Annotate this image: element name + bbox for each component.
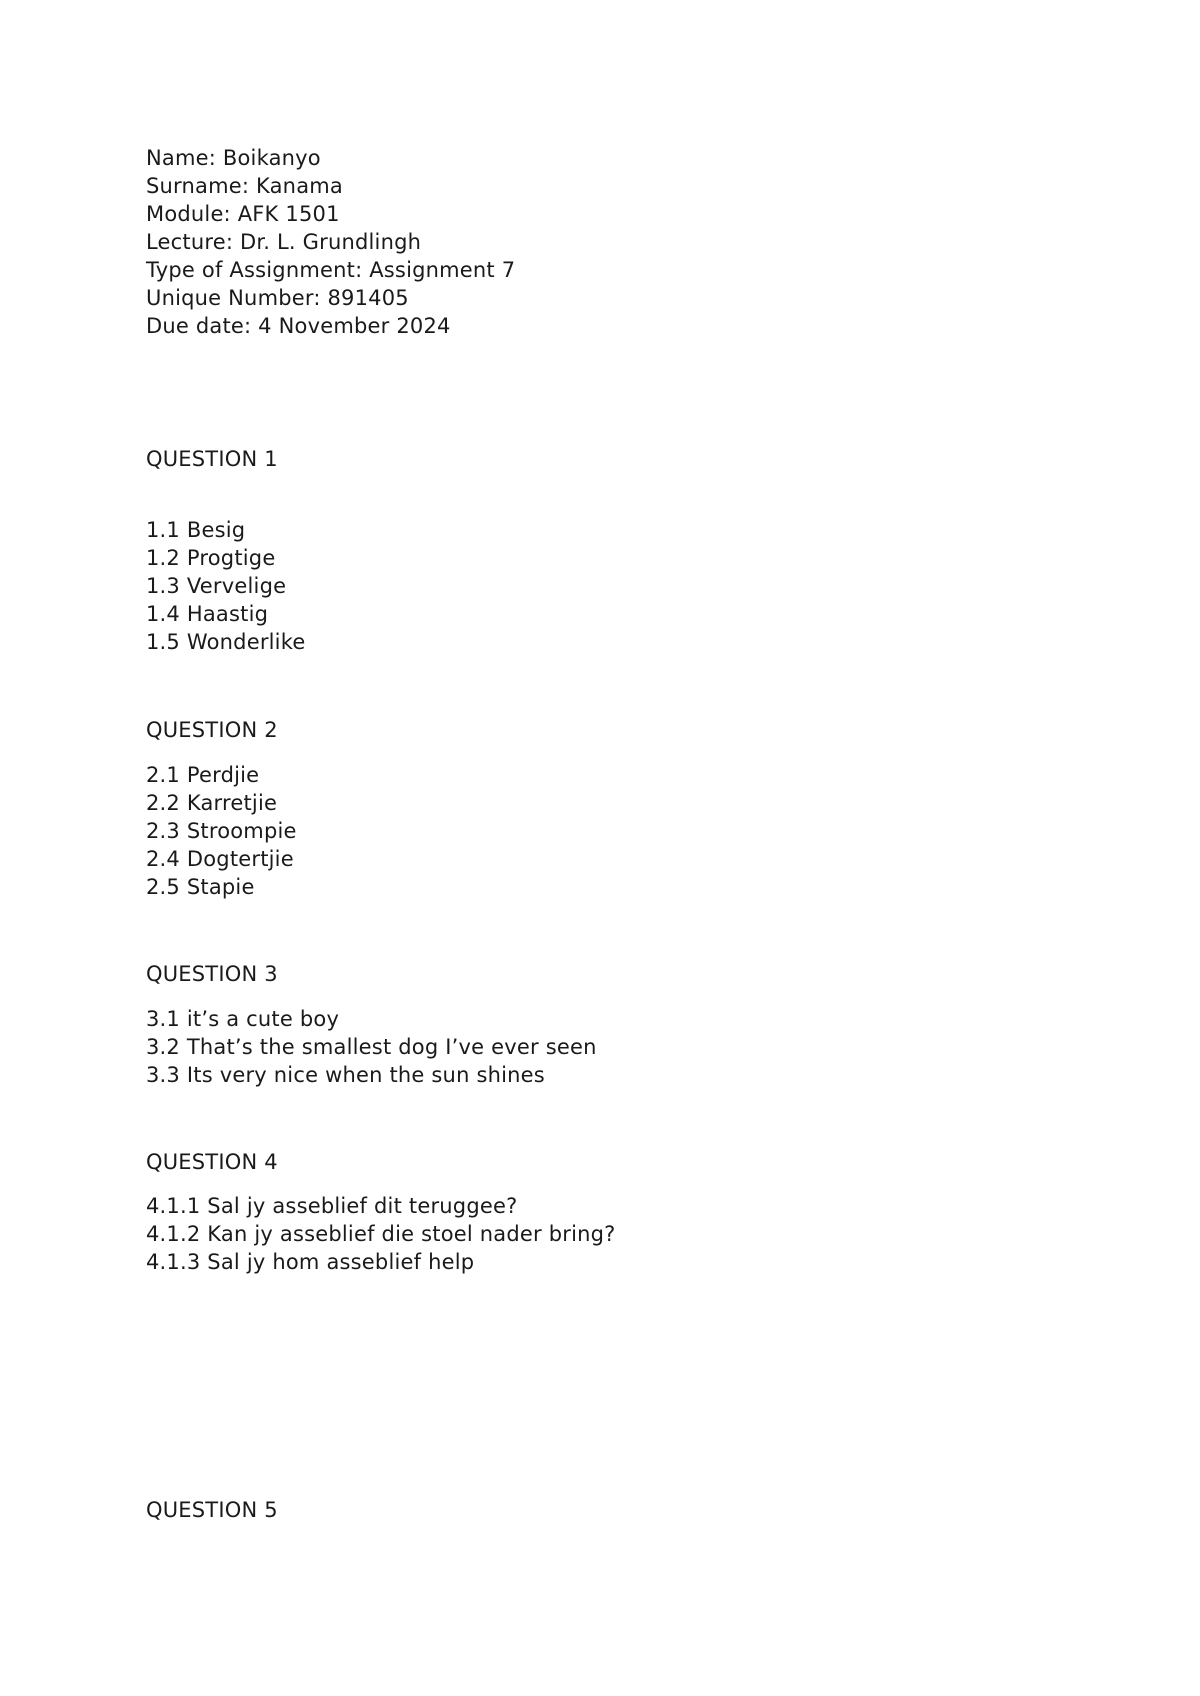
question-3-heading — [146, 960, 278, 988]
question-4-answers — [146, 1192, 616, 1276]
answer-item: 4.1.3 Sal jy hom asseblief help — [146, 1250, 475, 1274]
answer-item: 3.2 That’s the smallest dog I’ve ever seen — [146, 1035, 597, 1059]
question-2-answers — [146, 761, 297, 901]
answer-item: 2.1 Perdjie — [146, 763, 260, 787]
question-heading: QUESTION 3 — [146, 962, 278, 986]
answer-item: 2.4 Dogtertjie — [146, 847, 294, 871]
question-1-heading — [146, 445, 278, 473]
question-heading: QUESTION 4 — [146, 1150, 278, 1174]
question-4-heading — [146, 1148, 278, 1176]
module-code: Module: AFK 1501 — [146, 202, 340, 226]
answer-item: 1.2 Progtige — [146, 546, 276, 570]
answer-item: 1.1 Besig — [146, 518, 246, 542]
answer-item: 1.4 Haastig — [146, 602, 269, 626]
answer-item: 4.1.1 Sal jy asseblief dit teruggee? — [146, 1194, 518, 1218]
question-heading: QUESTION 1 — [146, 447, 278, 471]
answer-item: 2.5 Stapie — [146, 875, 255, 899]
answer-item: 2.2 Karretjie — [146, 791, 278, 815]
student-surname: Surname: Kanama — [146, 174, 343, 198]
answer-item: 3.3 Its very nice when the sun shines — [146, 1063, 545, 1087]
assignment-type: Type of Assignment: Assignment 7 — [146, 258, 516, 282]
question-5-heading — [146, 1496, 278, 1524]
lecturer-name: Lecture: Dr. L. Grundlingh — [146, 230, 422, 254]
question-heading: QUESTION 5 — [146, 1498, 278, 1522]
question-1-answers — [146, 516, 305, 656]
student-details — [146, 144, 515, 340]
answer-item: 1.3 Vervelige — [146, 574, 287, 598]
question-2-heading — [146, 716, 278, 744]
due-date: Due date: 4 November 2024 — [146, 314, 451, 338]
answer-item: 1.5 Wonderlike — [146, 630, 306, 654]
student-name: Name: Boikanyo — [146, 146, 321, 170]
unique-number: Unique Number: 891405 — [146, 286, 409, 310]
answer-item: 2.3 Stroompie — [146, 819, 297, 843]
answer-item: 3.1 it’s a cute boy — [146, 1007, 340, 1031]
question-heading: QUESTION 2 — [146, 718, 278, 742]
question-3-answers — [146, 1005, 597, 1089]
answer-item: 4.1.2 Kan jy asseblief die stoel nader bring? — [146, 1222, 616, 1246]
